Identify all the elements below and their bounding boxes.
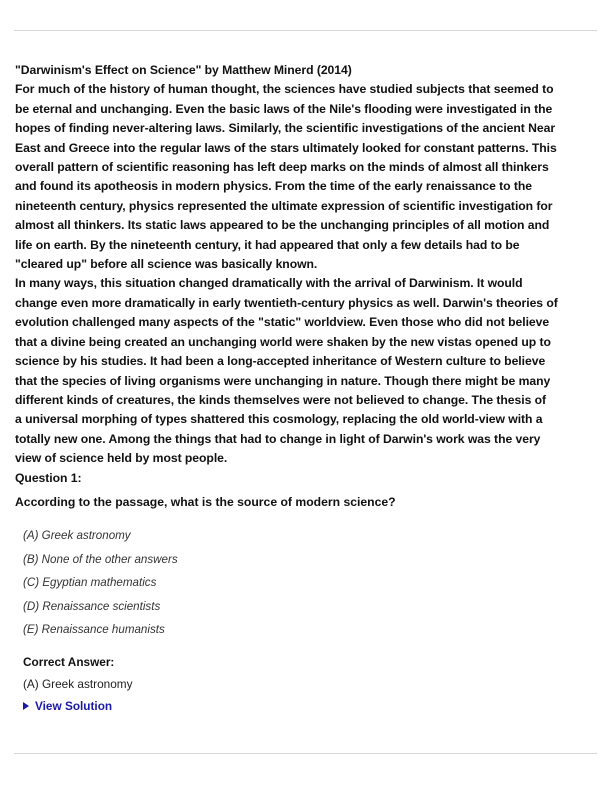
option-c: (C) Egyptian mathematics [23, 576, 157, 589]
passage-line: evolution challenged many aspects of the "static" worldview. Even those who did not believe [15, 315, 550, 330]
passage-line: be eternal and unchanging. Even the basic laws of the Nile's flooding were investigated in the [15, 101, 553, 116]
passage-line: hopes of finding never-altering laws. Similarly, the scientific investigations of the ancient Near [15, 121, 556, 136]
passage-line: and found its apotheosis in modern physics. From the time of the early renaissance to the [15, 179, 533, 194]
passage-line: For much of the history of human thought, the sciences have studied subjects that seemed to [15, 82, 554, 97]
view-solution-label: View Solution [35, 699, 113, 713]
passage-line: that the species of living organisms were unchanging in nature. Though there might be many [15, 373, 551, 388]
top-divider [14, 30, 597, 31]
passage-line: that a divine being created an unchanging world were shaken by the new vistas opened up to [15, 334, 551, 349]
passage-line: almost all thinkers. Its static laws appeared to be the unchanging principles of all motion and [15, 218, 550, 233]
passage-line: "cleared up" before all science was basically known. [15, 257, 318, 272]
option-d: (D) Renaissance scientists [23, 599, 161, 613]
passage-title: "Darwinism's Effect on Science" by Matthew Minerd (2014) [15, 63, 352, 77]
passage-line: a universal morphing of types shattered this cosmology, replacing the old world-view with a [15, 412, 543, 427]
answer-options [23, 528, 178, 646]
option-a: (A) Greek astronomy [23, 529, 131, 542]
view-solution-toggle[interactable] [23, 699, 112, 713]
passage-line: In many ways, this situation changed dramatically with the arrival of Darwinism. It would [15, 276, 523, 291]
passage-line: view of science held by most people. [15, 451, 228, 466]
bottom-divider [14, 753, 597, 754]
correct-answer-value: (A) Greek astronomy [23, 677, 133, 691]
question-text: According to the passage, what is the source of modern science? [15, 495, 396, 509]
option-b: (B) None of the other answers [23, 552, 178, 566]
passage-line: change even more dramatically in early twentieth-century physics as well. Darwin's theories of [15, 295, 558, 310]
passage [15, 61, 600, 488]
correct-answer-heading: Correct Answer: [23, 655, 115, 669]
passage-line: nineteenth century, physics represented the ultimate expression of scientific investigation for [15, 198, 553, 213]
passage-line: totally new one. Among the things that had to change in light of Darwin's work was the very [15, 431, 541, 446]
question-label: Question 1: [15, 470, 82, 485]
passage-line: different kinds of creatures, the kinds themselves were not believed to change. The thesis of [15, 392, 547, 407]
passage-line: science by his studies. It had been a long-accepted inheritance of Western culture to believe [15, 354, 546, 369]
passage-line: overall pattern of scientific reasoning has left deep marks on the minds of almost all thinkers [15, 160, 549, 175]
option-e: (E) Renaissance humanists [23, 623, 165, 636]
disclosure-triangle-icon [23, 702, 29, 710]
passage-line: East and Greece into the regular laws of the stars ultimately looked for constant patterns. This [15, 140, 557, 155]
passage-line: life on earth. By the nineteenth century, it had appeared that only a few details had to be [15, 237, 520, 252]
